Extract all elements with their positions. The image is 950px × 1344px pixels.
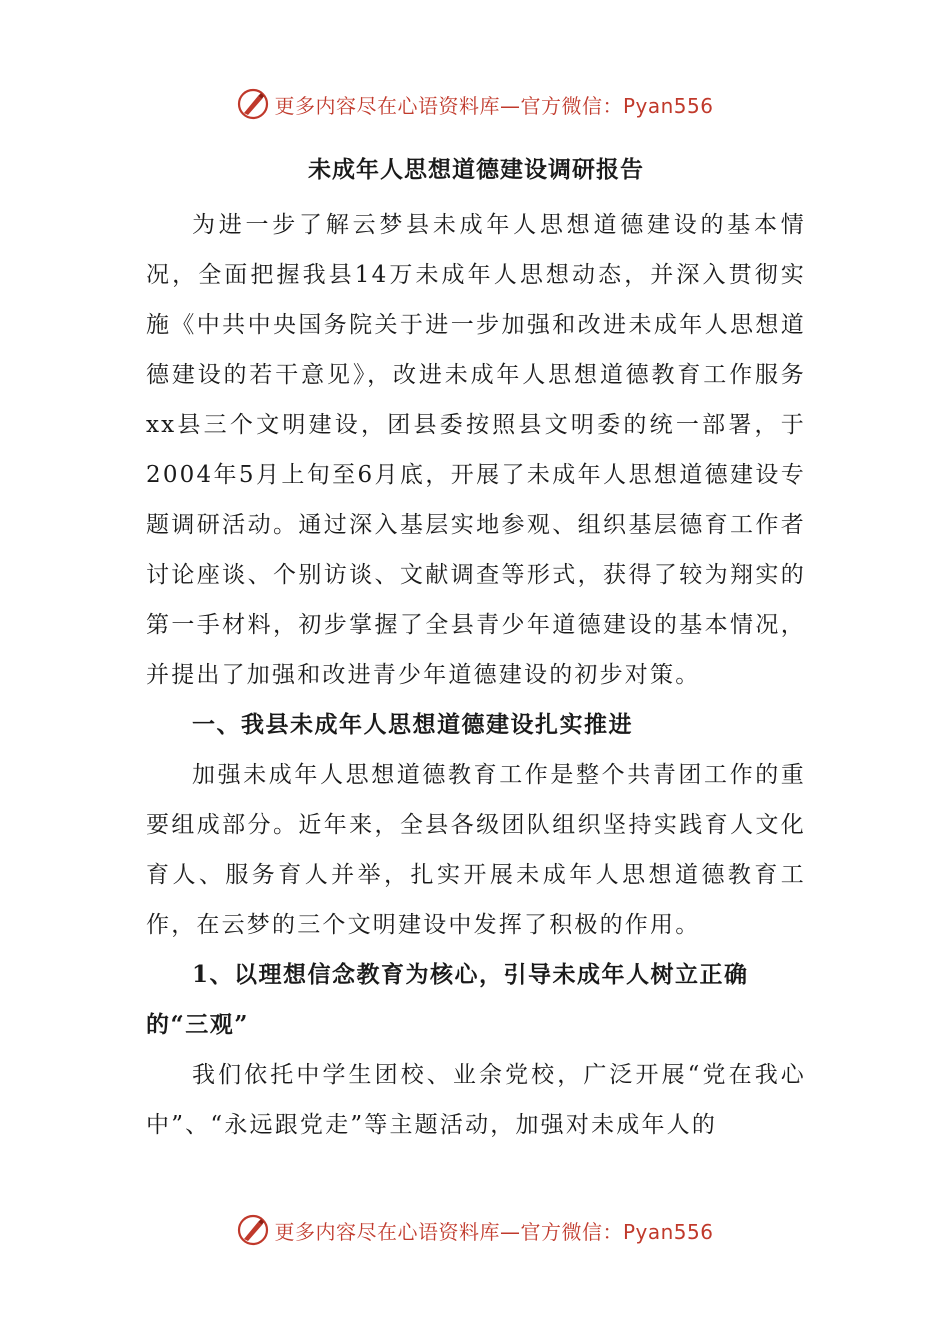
footer-banner bbox=[0, 1210, 950, 1250]
section-paragraph: 加强未成年人思想道德教育工作是整个共青团工作的重要组成部分。近年来，全县各级团队组织坚持实践育人文化育人、服务育人并举，扎实开展未成年人思想道德教育工作，在云梦的三个文明建设中发挥了积极的作用。 bbox=[146, 762, 806, 938]
header-banner bbox=[0, 84, 950, 124]
pen-circle-logo-icon bbox=[236, 87, 270, 121]
banner-text: 更多内容尽在心语资料库—官方微信：Pyan556 bbox=[274, 93, 714, 118]
subsection-paragraph: 我们依托中学生团校、业余党校，广泛开展“党在我心中”、“永远跟党走”等主题活动，加强对未成年人的 bbox=[146, 1062, 806, 1138]
pen-circle-logo-icon bbox=[236, 1213, 270, 1247]
section-heading: 一、我县未成年人思想道德建设扎实推进 bbox=[192, 711, 633, 738]
banner-text: 更多内容尽在心语资料库—官方微信：Pyan556 bbox=[274, 1219, 714, 1244]
intro-paragraph: 为进一步了解云梦县未成年人思想道德建设的基本情况，全面把握我县14万未成年人思想动态，并深入贯彻实施《中共中央国务院关于进一步加强和改进未成年人思想道德建设的若干意见》，改进未成年人思想道德教育工作服务xx县三个文明建设，团县委按照县文明委的统一部署，于2004年5月上旬至6月底，开展了未成年人思想道德建设专题调研活动。通过深入基层实地参观、组织基层德育工作者讨论座谈、个别访谈、文献调查等形式，获得了较为翔实的第一手材料，初步掌握了全县青少年道德建设的基本情况，并提出了加强和改进青少年道德建设的初步对策。 bbox=[146, 212, 806, 688]
subsection-heading: 1、以理想信念教育为核心，引导未成年人树立正确的“三观” bbox=[146, 961, 749, 1038]
document-body bbox=[146, 148, 806, 1150]
document-title: 未成年人思想道德建设调研报告 bbox=[308, 156, 644, 183]
